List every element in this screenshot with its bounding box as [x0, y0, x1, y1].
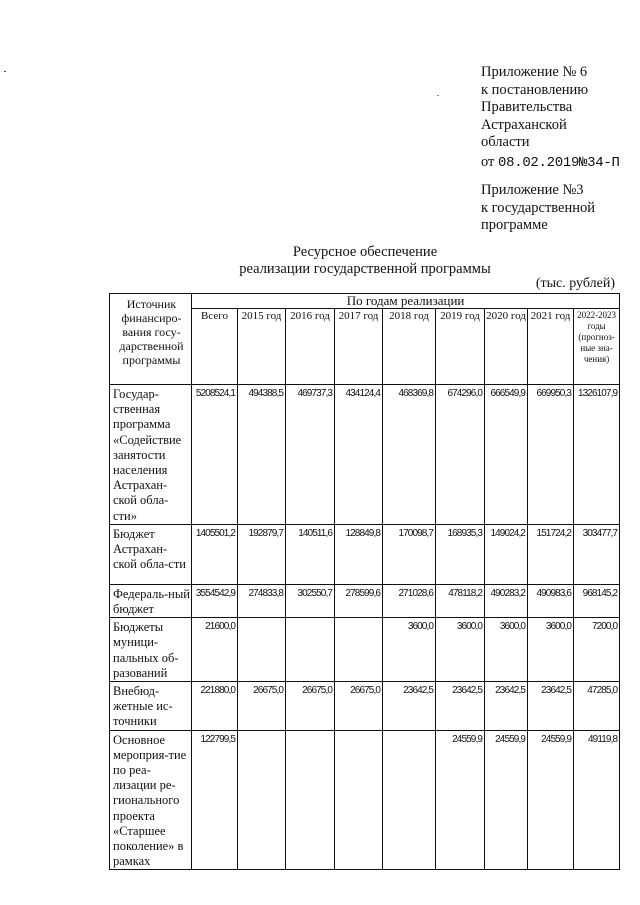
title-line: реализации государственной программы [239, 261, 491, 277]
column-header: 2021 год [528, 309, 574, 385]
document-number: №34-П [579, 154, 620, 171]
value-cell [286, 618, 335, 682]
value-cell: 469737,3 [286, 385, 335, 525]
value-cell: 23642,5 [528, 682, 574, 731]
value-cell [238, 618, 286, 682]
appendix-line: Астраханской [481, 116, 567, 133]
appendix-line: Приложение № 6 [481, 64, 588, 80]
source-cell: Бюджет Астрахан-ской обла-сти [110, 524, 192, 584]
value-cell [383, 730, 436, 870]
value-cell: 278599,6 [335, 584, 383, 617]
value-cell: 24559,9 [436, 730, 485, 870]
source-cell: Внебюд-жетные ис-точники [110, 682, 192, 731]
value-cell: 666549,9 [485, 385, 528, 525]
value-cell: 149024,2 [485, 524, 528, 584]
value-cell: 21600,0 [192, 618, 238, 682]
value-cell: 468369,8 [383, 385, 436, 525]
value-cell: 669950,3 [528, 385, 574, 525]
value-cell: 24559,9 [528, 730, 574, 870]
value-cell: 490983,6 [528, 584, 574, 617]
resource-table [109, 293, 620, 870]
scan-artifact [437, 95, 439, 96]
date-prefix: от [481, 153, 495, 170]
header-row [110, 294, 620, 309]
value-cell: 151724,2 [528, 524, 574, 584]
value-cell: 1405501,2 [192, 524, 238, 584]
value-cell: 168935,3 [436, 524, 485, 584]
value-cell: 3600,0 [436, 618, 485, 682]
value-cell: 271028,6 [383, 584, 436, 617]
value-cell: 170098,7 [383, 524, 436, 584]
value-cell: 122799,5 [192, 730, 238, 870]
appendix2-line: программе [481, 217, 548, 233]
scan-artifact [4, 71, 6, 72]
table-row [110, 524, 620, 584]
table-row [110, 584, 620, 617]
value-cell: 5208524,1 [192, 385, 238, 525]
value-cell: 221880,0 [192, 682, 238, 731]
value-cell: 490283,2 [485, 584, 528, 617]
source-cell: Федераль-ный бюджет [110, 584, 192, 617]
value-cell: 3600,0 [383, 618, 436, 682]
value-cell: 3600,0 [485, 618, 528, 682]
header-source: Источник финансиро-вания госу-дарственной программы [110, 294, 192, 385]
value-cell: 23642,5 [383, 682, 436, 731]
appendix-line: области [481, 134, 530, 150]
value-cell: 26675,0 [286, 682, 335, 731]
value-cell: 24559,9 [485, 730, 528, 870]
column-header: 2019 год [436, 309, 485, 385]
value-cell: 47285,0 [574, 682, 620, 731]
value-cell: 3600,0 [528, 618, 574, 682]
column-header: 2018 год [383, 309, 436, 385]
value-cell: 303477,7 [574, 524, 620, 584]
value-cell: 434124,4 [335, 385, 383, 525]
appendix-header [481, 64, 620, 172]
table-row [110, 682, 620, 731]
value-cell: 274833,8 [238, 584, 286, 617]
column-header: 2020 год [485, 309, 528, 385]
column-header: 2017 год [335, 309, 383, 385]
value-cell: 494388,5 [238, 385, 286, 525]
value-cell: 192879,7 [238, 524, 286, 584]
value-cell [286, 730, 335, 870]
source-cell: Бюджеты муници-пальных об-разований [110, 618, 192, 682]
value-cell [335, 730, 383, 870]
value-cell: 49119,8 [574, 730, 620, 870]
column-header: 2016 год [286, 309, 335, 385]
appendix2-line: к государственной [481, 199, 596, 216]
value-cell: 26675,0 [238, 682, 286, 731]
document-date: 08.02.2019 [498, 154, 580, 171]
source-cell: Государ-ственная программа «Содействие занятости населения Астрахан-ской обла-сти» [110, 385, 192, 525]
header-years: По годам реализации [192, 294, 620, 309]
appendix-line: Правительства [481, 99, 573, 115]
source-cell: Основное мероприя-тие по реа-лизации ре-гионального проекта «Старшее поколение» в рамках [110, 730, 192, 870]
value-cell: 3554542,9 [192, 584, 238, 617]
value-cell: 26675,0 [335, 682, 383, 731]
value-cell: 140511,6 [286, 524, 335, 584]
appendix2-header [481, 182, 595, 235]
appendix2-line: Приложение №3 [481, 182, 584, 198]
value-cell: 302550,7 [286, 584, 335, 617]
value-cell: 128849,8 [335, 524, 383, 584]
table-row [110, 730, 620, 870]
table-row [110, 385, 620, 525]
appendix-date-line [481, 154, 620, 173]
document-title [200, 244, 530, 278]
units-label: (тыс. рублей) [535, 276, 615, 291]
value-cell [238, 730, 286, 870]
value-cell: 674296,0 [436, 385, 485, 525]
column-header: Всего [192, 309, 238, 385]
value-cell: 23642,5 [485, 682, 528, 731]
value-cell: 968145,2 [574, 584, 620, 617]
appendix-line: к постановлению [481, 81, 589, 98]
column-header: 2022-2023 годы (прогноз-ные зна-чения) [574, 309, 620, 385]
column-header: 2015 год [238, 309, 286, 385]
value-cell [335, 618, 383, 682]
value-cell: 7200,0 [574, 618, 620, 682]
table-row [110, 618, 620, 682]
title-line: Ресурсное обеспечение [292, 244, 438, 260]
value-cell: 478118,2 [436, 584, 485, 617]
value-cell: 23642,5 [436, 682, 485, 731]
value-cell: 1326107,9 [574, 385, 620, 525]
